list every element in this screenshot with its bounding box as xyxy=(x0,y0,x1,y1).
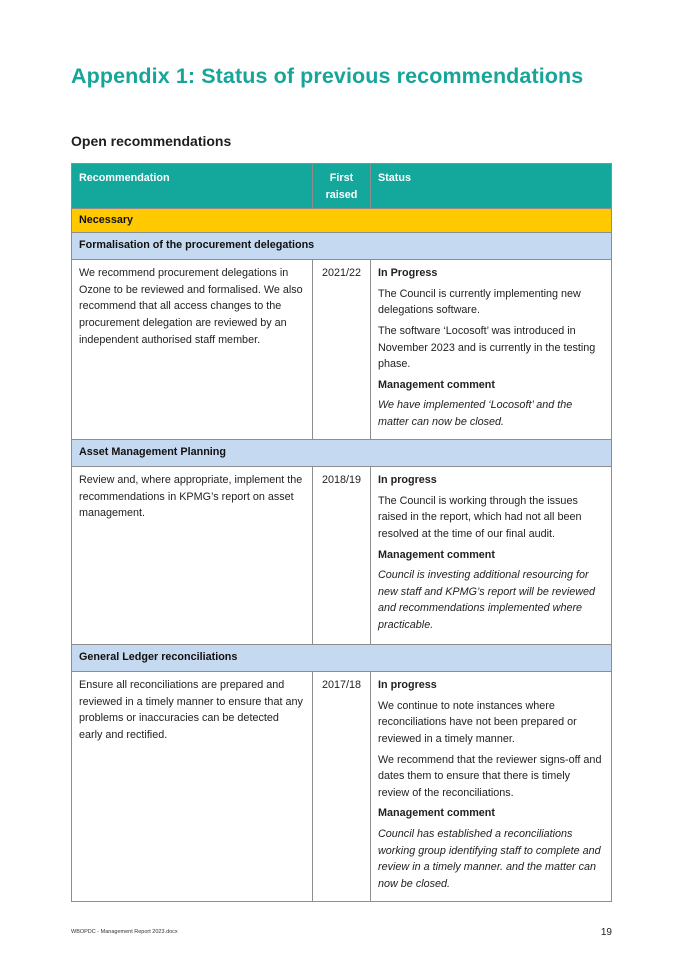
management-comment: Council is investing additional resourcing for new staff and KPMG’s report will be reviewed and recommendations implemented where practicable. xyxy=(378,569,596,631)
status-title: In progress xyxy=(378,679,437,692)
page-title: Appendix 1: Status of previous recommendations xyxy=(71,64,584,88)
category-label: Necessary xyxy=(72,209,612,233)
status-title: In progress xyxy=(378,474,437,487)
group-title-row xyxy=(72,233,612,260)
group-title: Asset Management Planning xyxy=(72,440,612,467)
management-comment: Council has established a reconciliations working group identifying staff to complete and review in a timely manner. and the matter can now be closed. xyxy=(378,827,601,890)
table-header-row xyxy=(72,164,612,209)
header-status: Status xyxy=(371,164,612,209)
recommendations-table xyxy=(71,163,612,902)
table-row xyxy=(72,672,612,902)
management-comment-title: Management comment xyxy=(378,807,495,820)
header-first-raised-line2: raised xyxy=(325,188,358,201)
first-raised-cell: 2018/19 xyxy=(313,467,371,645)
group-title-row xyxy=(72,440,612,467)
header-first-raised-line1: First xyxy=(329,172,354,184)
status-paragraph: The Council is currently implementing new delegations software. xyxy=(378,287,581,317)
first-raised-cell: 2021/22 xyxy=(313,260,371,440)
status-paragraph: The Council is working through the issues raised in the report, which had not all been resolved at the time of our final audit. xyxy=(378,494,582,540)
recommendation-cell: We recommend procurement delegations in Ozone to be reviewed and formalised. We also recommend that all access changes to the procurement delegation are reviewed by an independent authorised staff member. xyxy=(72,260,313,440)
page-number: 19 xyxy=(600,927,612,938)
status-paragraph: We recommend that the reviewer signs-off and dates them to ensure that there is timely review of the reconciliations. xyxy=(378,753,602,799)
first-raised-cell: 2017/18 xyxy=(313,672,371,902)
category-row xyxy=(72,209,612,233)
status-title: In Progress xyxy=(378,267,438,280)
management-comment-title: Management comment xyxy=(378,378,495,391)
recommendation-cell: Review and, where appropriate, implement the recommendations in KPMG’s report on asset management. xyxy=(72,467,313,645)
status-paragraph: We continue to note instances where reconciliations have not been prepared or reviewed in a timely manner. xyxy=(378,699,577,745)
status-cell xyxy=(371,672,612,902)
section-heading: Open recommendations xyxy=(71,133,232,149)
status-cell xyxy=(371,467,612,645)
group-title: Formalisation of the procurement delegations xyxy=(72,233,612,260)
management-comment: We have implemented ‘Locosoft’ and the matter can now be closed. xyxy=(378,399,573,428)
header-recommendation: Recommendation xyxy=(72,164,313,209)
group-title-row xyxy=(72,645,612,672)
management-comment-title: Management comment xyxy=(378,548,495,561)
status-cell xyxy=(371,260,612,440)
header-first-raised xyxy=(313,164,371,209)
group-title: General Ledger reconciliations xyxy=(72,645,612,672)
footer-document-name: WBOPDC - Management Report 2023.docx xyxy=(71,929,178,935)
recommendation-cell: Ensure all reconciliations are prepared and reviewed in a timely manner to ensure that any problems or inaccuracies can be detected early and rectified. xyxy=(72,672,313,902)
status-paragraph: The software ‘Locosoft’ was introduced in November 2023 and is currently in the testing phase. xyxy=(378,324,596,371)
table-row xyxy=(72,260,612,440)
table-row xyxy=(72,467,612,645)
